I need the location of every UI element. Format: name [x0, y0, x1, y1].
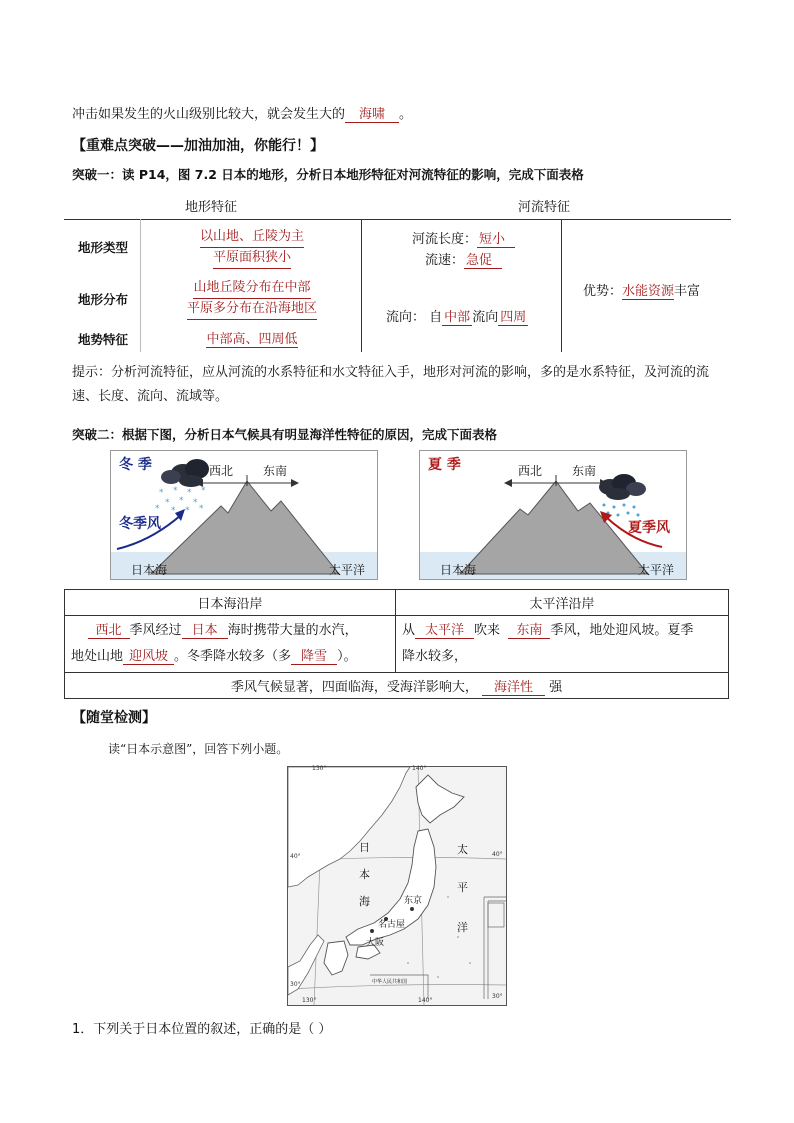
map-sea-japan-2: 本	[359, 868, 370, 881]
winter-left-sea: 日本海	[131, 563, 168, 577]
dist-answer-2: 平原多分布在沿海地区	[187, 299, 317, 320]
map-lon-140-top: 140°	[412, 765, 427, 772]
svg-text:*: *	[201, 486, 206, 496]
svg-text:*: *	[159, 488, 164, 498]
winter-right-sea: 太平洋	[329, 563, 366, 577]
relief-answer-text: 中部高、四周低	[206, 328, 297, 348]
summer-monsoon-figure	[419, 450, 687, 580]
svg-text:*: *	[199, 504, 204, 514]
svg-text:*: *	[179, 496, 184, 506]
svg-text:*: *	[171, 506, 176, 516]
svg-text:*: *	[193, 498, 198, 508]
section-title-quiz: 【随堂检测】	[72, 710, 156, 726]
dir-label: 流向：	[386, 310, 426, 325]
summer-nw-label: 西北	[518, 464, 543, 478]
map-city-tokyo: 东京	[404, 896, 423, 906]
map-lon-130-bottom: 130°	[302, 997, 317, 1004]
adv-answer: 水能资源	[622, 284, 675, 299]
speed-label: 流速：	[425, 253, 465, 268]
japan-answer: 日本	[182, 623, 228, 639]
japan-map-figure	[287, 766, 507, 1006]
summary-post: 强	[549, 680, 563, 695]
map-lat-30-right: 30°	[492, 993, 503, 1000]
dir-answer-2: 四周	[500, 310, 527, 325]
winter-season-label: 冬 季	[119, 457, 152, 473]
intro-answer: 海啸	[345, 107, 399, 123]
header-pacific-coast: 太平洋沿岸	[396, 590, 729, 616]
r-text-3: 季风，地处迎风坡。夏季	[550, 623, 694, 638]
winter-wind-label: 冬季风	[119, 516, 161, 532]
type-answer-2: 平原面积狭小	[213, 248, 291, 269]
dir-pre: 自	[429, 310, 443, 325]
se-answer: 东南	[508, 623, 550, 639]
map-lat-30-left: 30°	[290, 981, 301, 988]
header-sea-of-japan-coast: 日本海沿岸	[65, 590, 396, 616]
windward-answer: 迎风坡	[123, 649, 174, 665]
summer-right-sea: 太平洋	[638, 563, 675, 577]
intro-text: 冲击如果发生的火山级别比较大，就会发生大的	[72, 107, 346, 122]
coast-climate-table	[64, 589, 729, 699]
row-label-relief: 地势特征	[78, 332, 129, 347]
winter-se-label: 东南	[263, 464, 288, 478]
section-title-breakthrough: 【重难点突破——加油加油，你能行！】	[72, 138, 324, 154]
dir-mid: 流向	[472, 310, 499, 325]
row-label-distribution: 地形分布	[78, 292, 129, 307]
map-inset-label: 中华人民共和国	[372, 979, 408, 985]
l-text-5: ）。	[337, 649, 357, 664]
pacific-coast-cell	[396, 616, 729, 673]
summary-text: 季风气候显著，四面临海，受海洋影响大，	[230, 680, 478, 695]
summer-wind-label: 夏季风	[628, 520, 670, 536]
relief-answer	[150, 328, 354, 348]
svg-text:*: *	[185, 506, 190, 516]
type-answer-1: 以山地、丘陵为主	[200, 227, 304, 248]
map-lat-40-right: 40°	[492, 851, 503, 858]
climate-summary-row	[65, 673, 729, 699]
map-sea-japan-3: 海	[359, 895, 370, 908]
intro-line	[72, 103, 412, 122]
map-lat-40-left: 40°	[290, 853, 301, 860]
snow-answer: 降雪	[291, 649, 337, 665]
winter-monsoon-figure	[110, 450, 378, 580]
speed-answer: 急促	[464, 253, 502, 269]
r-text-1: 从	[402, 623, 416, 638]
l-text-2: 海时携带大量的水汽，	[227, 623, 358, 638]
adv-label: 优势：	[583, 284, 623, 299]
map-pacific-1: 太	[457, 843, 468, 856]
l-text-4: 。冬季降水较多（多	[174, 649, 292, 664]
length-answer: 短小	[477, 232, 515, 248]
adv-post: 丰富	[674, 284, 701, 299]
length-label: 河流长度：	[412, 232, 478, 247]
map-pacific-2: 平	[457, 881, 468, 894]
map-lon-140-bottom: 140°	[418, 997, 433, 1004]
map-sea-japan-1: 日	[359, 841, 370, 854]
map-city-osaka: 大阪	[366, 938, 385, 948]
l-text-3: 地处山地	[71, 649, 124, 664]
map-pacific-3: 洋	[457, 921, 468, 934]
summer-left-sea: 日本海	[440, 563, 477, 577]
intro-post: 。	[399, 107, 413, 122]
pacific-answer: 太平洋	[415, 623, 474, 639]
map-lon-130-top: 130°	[312, 765, 327, 772]
japan-map-illustration	[288, 767, 506, 1005]
nw-answer: 西北	[88, 623, 130, 639]
header-river: 河流特征	[518, 200, 571, 215]
svg-text:*: *	[187, 488, 192, 498]
row-label-type: 地形类型	[78, 240, 129, 255]
summer-se-label: 东南	[572, 464, 597, 478]
distribution-answers	[150, 278, 354, 320]
question-1: 1．下列关于日本位置的叙述，正确的是（ ）	[72, 1022, 332, 1037]
sea-of-japan-coast-cell	[65, 616, 396, 673]
maritime-answer: 海洋性	[482, 680, 545, 696]
dist-answer-1: 山地丘陵分布在中部	[193, 278, 310, 299]
river-advantage	[583, 280, 700, 299]
svg-text:*: *	[173, 486, 178, 496]
river-length	[412, 228, 515, 247]
r-text-2: 吹来	[474, 623, 501, 638]
summer-season-label: 夏 季	[428, 457, 461, 473]
breakthrough-2-heading: 突破二：根据下图，分析日本气候具有明显海洋性特征的原因，完成下面表格	[72, 427, 498, 442]
map-intro: 读“日本示意图”，回答下列小题。	[108, 742, 289, 756]
header-terrain: 地形特征	[185, 200, 238, 215]
type-answers	[150, 227, 354, 269]
l-text-1: 季风经过	[129, 623, 182, 638]
svg-text:*: *	[165, 498, 170, 508]
r-text-4: 降水较多，	[402, 649, 468, 664]
river-direction	[386, 306, 528, 325]
winter-nw-label: 西北	[209, 464, 234, 478]
dir-answer-1: 中部	[444, 310, 471, 325]
breakthrough-1-heading: 突破一：读 P14，图 7.2 日本的地形，分析日本地形特征对河流特征的影响，完成下面表格	[72, 167, 584, 182]
svg-text:*: *	[155, 504, 160, 514]
river-speed	[425, 249, 502, 268]
map-city-nagoya: 名古屋	[378, 920, 406, 930]
hint-text: 提示：分析河流特征，应从河流的水系特征和水文特征入手，地形对河流的影响，多的是水系特征，及河流的流速、长度、流向、流域等。	[72, 365, 710, 404]
